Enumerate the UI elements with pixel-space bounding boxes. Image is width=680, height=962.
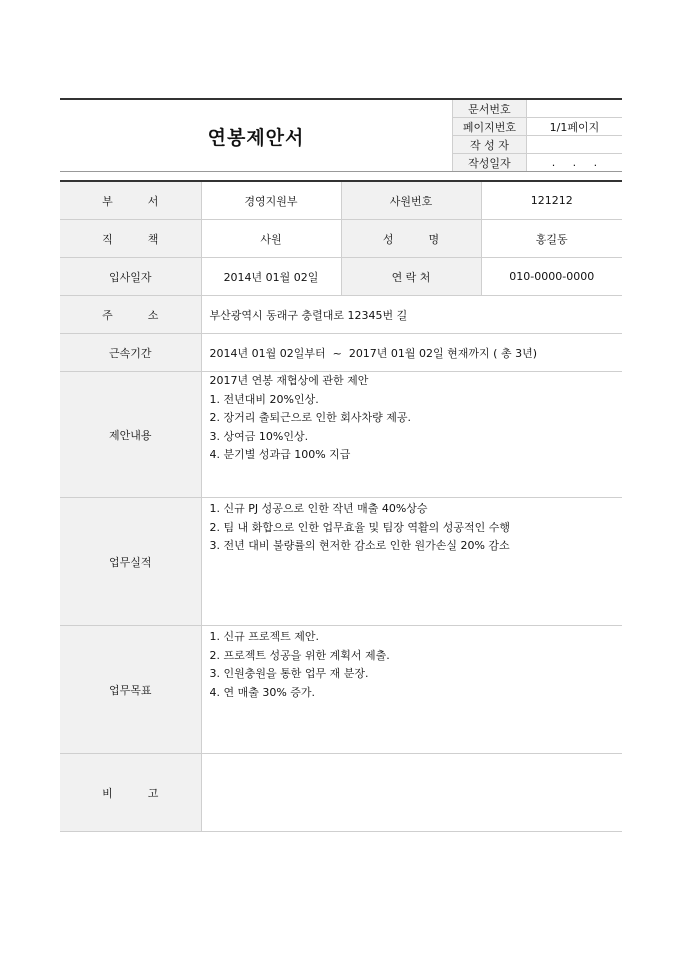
row-address — [60, 296, 622, 334]
proposal-line: 1. 전년대비 20%인상. — [209, 392, 319, 406]
row-proposal — [60, 372, 622, 498]
label-proposal: 제안내용 — [60, 372, 201, 498]
meta-value-author[interactable] — [526, 136, 622, 154]
proposal-line: 4. 분기별 성과급 100% 지급 — [209, 448, 351, 461]
proposal-line: 2. 장거리 출퇴근으로 인한 회사차량 제공. — [209, 411, 411, 424]
goals-line: 4. 연 매출 30% 증가. — [209, 685, 316, 699]
value-goals[interactable] — [201, 626, 622, 754]
performance-line: 3. 전년 대비 불량률의 현저한 감소로 인한 원가손실 20% 감소 — [209, 539, 510, 552]
value-hire-date[interactable]: 2014년 01월 02일 — [201, 258, 341, 296]
row-goals — [60, 626, 622, 754]
label-position: 직 책 — [60, 220, 201, 258]
label-tenure: 근속기간 — [60, 334, 201, 372]
label-remarks: 비 고 — [60, 754, 201, 832]
label-address: 주 소 — [60, 296, 201, 334]
value-proposal[interactable] — [201, 372, 622, 498]
goals-line: 3. 인원충원을 통한 업무 재 분장. — [209, 667, 369, 680]
meta-label-page-number: 페이지번호 — [453, 118, 527, 136]
row-remarks — [60, 754, 622, 832]
goals-line: 1. 신규 프로젝트 제안. — [209, 630, 319, 643]
row-hire-date — [60, 258, 622, 296]
label-hire-date: 입사일자 — [60, 258, 201, 296]
meta-label-author: 작 성 자 — [453, 136, 527, 154]
label-employee-no: 사원번호 — [341, 182, 481, 220]
meta-label-doc-number: 문서번호 — [453, 100, 527, 118]
meta-row — [453, 136, 623, 154]
value-employee-no[interactable]: 121212 — [481, 182, 622, 220]
header-bottom-rule — [60, 171, 622, 172]
value-tenure[interactable]: 2014년 01월 02일부터 ~ 2017년 01월 02일 현재까지 ( 총 3년) — [201, 334, 622, 372]
value-position[interactable]: 사원 — [201, 220, 341, 258]
proposal-line: 2017년 연봉 재협상에 관한 제안 — [209, 374, 369, 387]
proposal-line: 3. 상여금 10%인상. — [209, 429, 309, 443]
meta-value-date[interactable]: . . . — [526, 154, 622, 172]
meta-row — [453, 100, 623, 118]
value-contact[interactable]: 010-0000-0000 — [481, 258, 622, 296]
label-department: 부 서 — [60, 182, 201, 220]
row-department — [60, 182, 622, 220]
value-address[interactable]: 부산광역시 동래구 충렬대로 12345번 길 — [201, 296, 622, 334]
label-name: 성 명 — [341, 220, 481, 258]
value-performance[interactable] — [201, 498, 622, 626]
row-position — [60, 220, 622, 258]
row-performance — [60, 498, 622, 626]
meta-row — [453, 118, 623, 136]
meta-label-date: 작성일자 — [453, 154, 527, 172]
value-name[interactable]: 홍길동 — [481, 220, 622, 258]
performance-line: 2. 팀 내 화합으로 인한 업무효율 및 팀장 역활의 성공적인 수행 — [209, 520, 510, 534]
performance-line: 1. 신규 PJ 성공으로 인한 작년 매출 40%상승 — [209, 502, 428, 515]
label-performance: 업무실적 — [60, 498, 201, 626]
meta-value-page-number[interactable]: 1/1페이지 — [526, 118, 622, 136]
label-contact: 연 락 처 — [341, 258, 481, 296]
meta-row — [453, 154, 623, 172]
meta-value-doc-number[interactable] — [526, 100, 622, 118]
proposal-table — [60, 182, 622, 832]
value-remarks[interactable] — [201, 754, 622, 832]
document-meta-table — [452, 100, 622, 172]
row-tenure — [60, 334, 622, 372]
value-department[interactable]: 경영지원부 — [201, 182, 341, 220]
goals-line: 2. 프로젝트 성공을 위한 계획서 제출. — [209, 648, 390, 662]
label-goals: 업무목표 — [60, 626, 201, 754]
document-title: 연봉제안서 — [207, 126, 305, 149]
